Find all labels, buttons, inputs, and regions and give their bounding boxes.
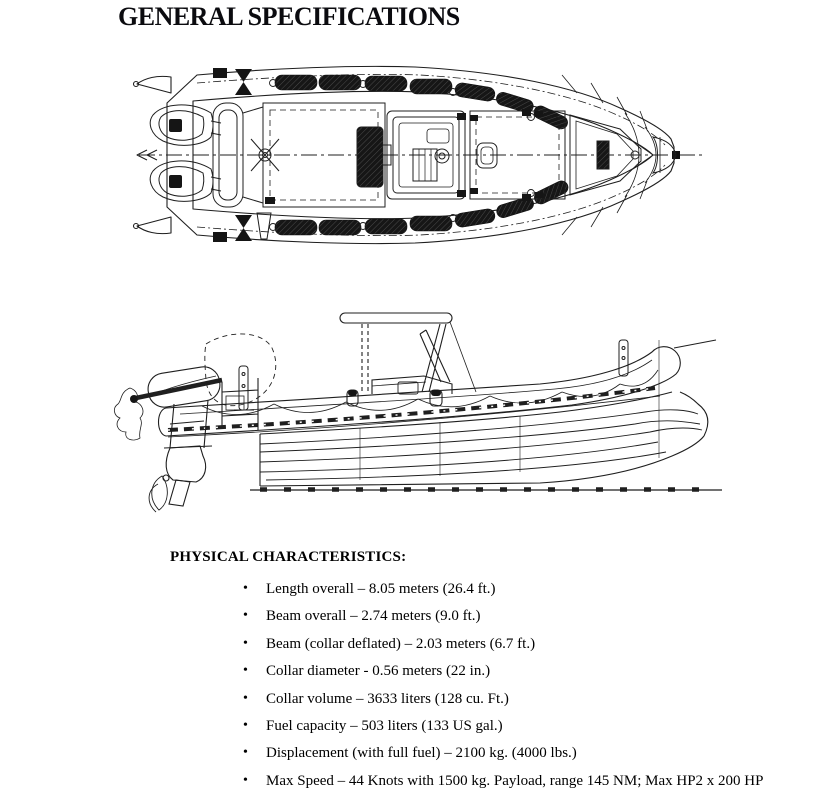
bowtie-mark-bottom [235,215,252,241]
bullet-glyph: • [243,635,248,651]
spec-item-text: Beam (collar deflated) – 2.03 meters (6.7 ft.) [266,635,536,652]
spec-item-text: Displacement (with full fuel) – 2100 kg. (4000 lbs.) [266,745,577,762]
spec-item-text: Length overall – 8.05 meters (26.4 ft.) [266,581,496,597]
bullet-glyph: • [243,608,248,624]
spec-list [243,580,763,793]
spec-item-text: Collar volume – 3633 liters (128 cu. Ft.) [266,690,509,707]
side-view-drawing [110,300,730,515]
page-title: GENERAL SPECIFICATIONS [118,2,460,31]
bullet-glyph: • [243,581,248,596]
bullet-glyph: • [243,772,248,788]
spec-item [243,662,763,680]
spec-item [243,635,763,653]
spec-item [243,580,763,598]
spec-item [243,717,763,735]
profile-hull-group [250,392,722,490]
bullet-glyph: • [243,663,248,679]
figure-side-view [110,300,730,515]
figure-top-view [125,53,715,253]
bullet-glyph: • [243,717,248,733]
bowtie-mark-top [235,69,252,95]
spec-item-text: Max Speed – 44 Knots with 1500 kg. Payload, range 145 NM; Max HP2 x 200 HP [266,772,764,789]
spec-item-text: Beam overall – 2.74 meters (9.0 ft.) [266,608,481,625]
bullet-glyph: • [243,745,248,761]
bullet-glyph: • [243,690,248,706]
engine-tilt-outline [205,334,276,406]
top-view-drawing [125,53,715,253]
spec-item [243,772,763,790]
outboard-engine-profile [114,334,275,512]
specs-heading: PHYSICAL CHARACTERISTICS: [170,549,407,565]
spec-item [243,744,763,762]
propeller [149,476,167,512]
console-module-plan [387,111,465,199]
spec-item-text: Fuel capacity – 503 liters (133 US gal.) [266,717,503,734]
outboard-motors-plan [150,105,221,201]
spec-item-text: Collar diameter - 0.56 meters (22 in.) [266,663,491,680]
spec-item [243,690,763,708]
spec-item [243,607,763,625]
